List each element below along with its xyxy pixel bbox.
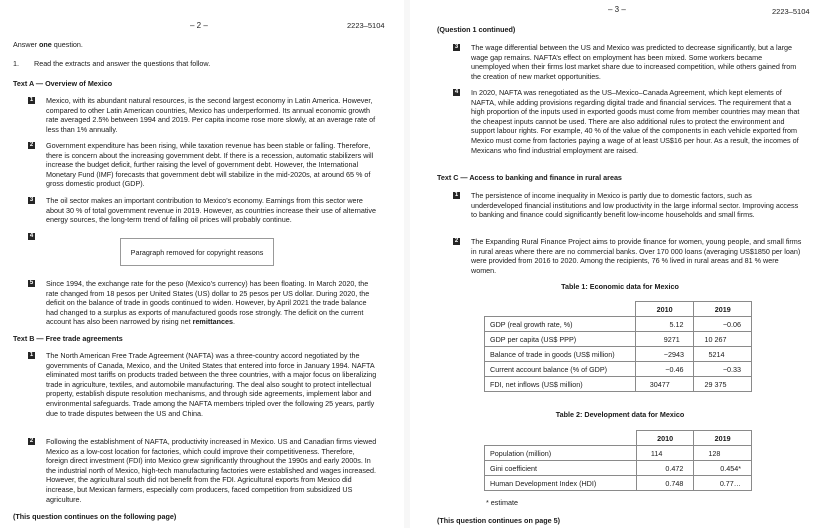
cell-2019: −0.06 (694, 317, 752, 332)
column-header: 2019 (694, 431, 752, 446)
table-corner (485, 302, 636, 317)
paragraph-number-box: 3 (29, 197, 34, 203)
text-b-paragraph-1 (28, 351, 378, 418)
paragraph-number-box: 5 (29, 280, 34, 286)
table-2-caption: Table 2: Development data for Mexico (555, 410, 685, 419)
cell-2010: 0.472 (636, 461, 693, 476)
text-a-paragraph-3 (28, 196, 378, 225)
bold-term: remittances (192, 317, 233, 327)
row-label: GDP (real growth rate, %) (485, 317, 636, 332)
cell-2019: 0.77… (694, 476, 752, 491)
page-footer: (This question continues on page 5) (437, 516, 560, 525)
text-a-paragraph-4 (28, 232, 35, 240)
instruction (13, 40, 83, 50)
paragraph-number-box: 1 (29, 352, 34, 358)
column-header: 2010 (636, 431, 693, 446)
text-c-paragraph-2 (453, 237, 803, 275)
table-1-caption: Table 1: Economic data for Mexico (561, 282, 679, 291)
text-a-paragraph-5 (28, 279, 378, 327)
paragraph-text: The wage differential between the US and Mexico was predicted to decrease significantly, but a large wage gap remains. NAFTA’s effect on employment has been mixed. Some workers became unemployed when their firms lost market share due to increased competition, while others gained from the creation of new market opportunities. (471, 43, 797, 81)
paragraph-text: The North American Free Trade Agreement (NAFTA) was a three-country accord negotiated by the governments of Canada, Mexico, and the United States that entered into force in January 1994. NAFTA eliminated most tariffs on products traded between the three countries, with a major focus on liberalizing trade in agriculture, textiles, and automobile manufacturing. The deal also sought to protect intellectual property, establish dispute resolution mechanisms, and through side agreements, implement labor and environmental safeguards. Trade among the NAFTA members tripled over the following 25 years, partly due to trade disputes between the US and China. (46, 351, 377, 418)
paragraph-number-box: 4 (454, 89, 459, 95)
instruction-bold: one (38, 40, 52, 49)
cell-2019: 0.454* (694, 461, 752, 476)
table-row (485, 377, 752, 392)
paragraph-text: The persistence of income inequality in Mexico is partly due to domestic factors, such as underdeveloped financial institutions and low productivity in the large informal sector. Improving access to banking and finance could significantly benefit low-income households and small firms. (471, 191, 799, 220)
cell-2019: −0.33 (694, 362, 752, 377)
page-number: – 3 – (608, 5, 626, 14)
row-label: Population (million) (485, 446, 637, 461)
cell-2010: −0.46 (635, 362, 694, 377)
paragraph-number-box: 3 (454, 44, 459, 50)
text-b-paragraph-4 (453, 88, 803, 155)
row-label: Human Development Index (HDI) (485, 476, 637, 491)
cell-2019: 128 (694, 446, 752, 461)
table-row (485, 332, 752, 347)
table-row (485, 362, 752, 377)
paragraph-number-box: 1 (29, 97, 34, 103)
cell-2010: 30477 (635, 377, 694, 392)
column-header: 2019 (694, 302, 752, 317)
paragraph-number-box: 2 (29, 142, 34, 148)
paragraph-text: Following the establishment of NAFTA, productivity increased in Mexico. US and Canadian firms viewed Mexico as a low-cost location for factories, which could improve their competitiveness. Therefore, foreign direct investment (FDI) into Mexico grew significantly throughout the 1990s and early 2000s. In the industrial north of Mexico, high-tech manufacturing factories were established and wages increased. However, the agricultural south did not benefit from the FDI. Agricultural exports from Mexico did increase, but Mexican farmers, especially corn producers, faced competition from subsidized US agriculture. (46, 437, 377, 504)
paragraph-number-box: 2 (454, 238, 459, 244)
column-header: 2010 (635, 302, 694, 317)
text-b-paragraph-3 (453, 43, 803, 81)
cell-2019: 10 267 (694, 332, 752, 347)
text-a-heading: Text A — Overview of Mexico (13, 79, 113, 88)
text-b-heading: Text B — Free trade agreements (13, 334, 123, 343)
page-2 (0, 0, 404, 528)
table-1-economic-data (484, 301, 752, 392)
paragraph-text: Government expenditure has been rising, while taxation revenue has been stable or falling. Therefore, there is concern about the increasing government debt. If there is a recession, automatic stabilizers will increase the budget deficit, further raising the level of government debt. However, the International Monetary Fund (IMF) forecasts that government debt will stabilize in the mid-2020s, at around 65 % of gross domestic product (GDP). (46, 141, 374, 189)
text-b-paragraph-2 (28, 437, 378, 504)
table-corner (485, 431, 637, 446)
table-row (485, 347, 752, 362)
question-text: Read the extracts and answer the questions that follow. (34, 59, 211, 68)
page-footer: (This question continues on the following page) (13, 512, 177, 521)
table-2-development-data (484, 430, 752, 491)
paragraph-text: Mexico, with its abundant natural resources, is the second largest economy in Latin America. However, compared to other Latin American countries, Mexico has underperformed. Its annual economic growth rate averaged 2.5% between 1994 and 2019. Per capita income rose more slowly, at an average rate of less than 1% annually. (46, 96, 376, 134)
row-label: Balance of trade in goods (US$ million) (485, 347, 636, 362)
paragraph-number-box: 4 (29, 233, 34, 239)
cell-2010: 0.748 (636, 476, 693, 491)
paragraph-end: . (233, 317, 235, 327)
row-label: GDP per capita (US$ PPP) (485, 332, 636, 347)
text-c-heading: Text C — Access to banking and finance in rural areas (437, 173, 622, 182)
table-footnote: * estimate (486, 498, 518, 507)
row-label: Current account balance (% of GDP) (485, 362, 636, 377)
cell-2010: 5.12 (635, 317, 694, 332)
cell-2010: −2943 (635, 347, 694, 362)
text-a-paragraph-2 (28, 141, 378, 189)
paragraph-text: In 2020, NAFTA was renegotiated as the US–Mexico–Canada Agreement, which kept elements of NAFTA, while adding provisions regarding digital trade and financial services. The requirement that a high proportion of the inputs used in exported goods must come from member countries may mean that the cheapest inputs cannot be used. There are also additional rules to protect the environment and support labour rights. For example, 40 % of the value of the components in each vehicle exported from Mexico must come from factories paying a wage of at least US$16 per hour. As a result, the incomes of Mexicans who find industrial employment are raised. (471, 88, 800, 155)
instruction-suffix: question. (51, 40, 83, 49)
cell-2010: 9271 (635, 332, 694, 347)
cell-2010: 114 (636, 446, 693, 461)
paragraph-text: The oil sector makes an important contribution to Mexico’s economy. Earnings from this sector were about 30 % of total government revenue in 2019. However, as countries increase their use of alternative energy sources, the long-term trend of falling oil prices will probably continue. (46, 196, 377, 225)
text-a-paragraph-1 (28, 96, 378, 134)
cell-2019: 5214 (694, 347, 752, 362)
copyright-removed-box: Paragraph removed for copyright reasons (120, 238, 274, 266)
paragraph-text: The Expanding Rural Finance Project aims to provide finance for women, young people, and small firms in rural areas where there are no commercial banks. Over 170 000 loans (averaging US$1850 per loan) were provided from 2016 to 2020. Among the recipients, 76 % lived in rural areas and 81 % were women. (471, 237, 802, 275)
paper-code: 2223–5104 (347, 21, 385, 30)
row-label: FDI, net inflows (US$ million) (485, 377, 636, 392)
row-label: Gini coefficient (485, 461, 637, 476)
text-c-paragraph-1 (453, 191, 803, 220)
paragraph-number-box: 2 (29, 438, 34, 444)
page-number: – 2 – (190, 21, 208, 30)
question-1 (13, 59, 210, 69)
paragraph-number-box: 1 (454, 192, 459, 198)
table-row (485, 461, 752, 476)
paragraph-text (46, 279, 378, 327)
paragraph-body: Since 1994, the exchange rate for the peso (Mexico’s currency) has been floating. In March 2020, the rate changed from 18 pesos per United States (US) dollar to 25 pesos per US dollar. During 2020, the deficit on the balance of trade in goods continued to widen. However, by April 2021 the trade balance had changed to a surplus as exports of manufactured goods rose strongly. The deficit on the current account has also been narrowed by rising net (46, 279, 370, 327)
table-row (485, 317, 752, 332)
table-row (485, 446, 752, 461)
page-3 (410, 0, 819, 528)
question-number: 1. (13, 59, 19, 68)
continued-label: (Question 1 continued) (437, 25, 516, 34)
paper-code: 2223–5104 (772, 7, 810, 16)
instruction-prefix: Answer (13, 40, 39, 49)
cell-2019: 29 375 (694, 377, 752, 392)
table-row (485, 476, 752, 491)
